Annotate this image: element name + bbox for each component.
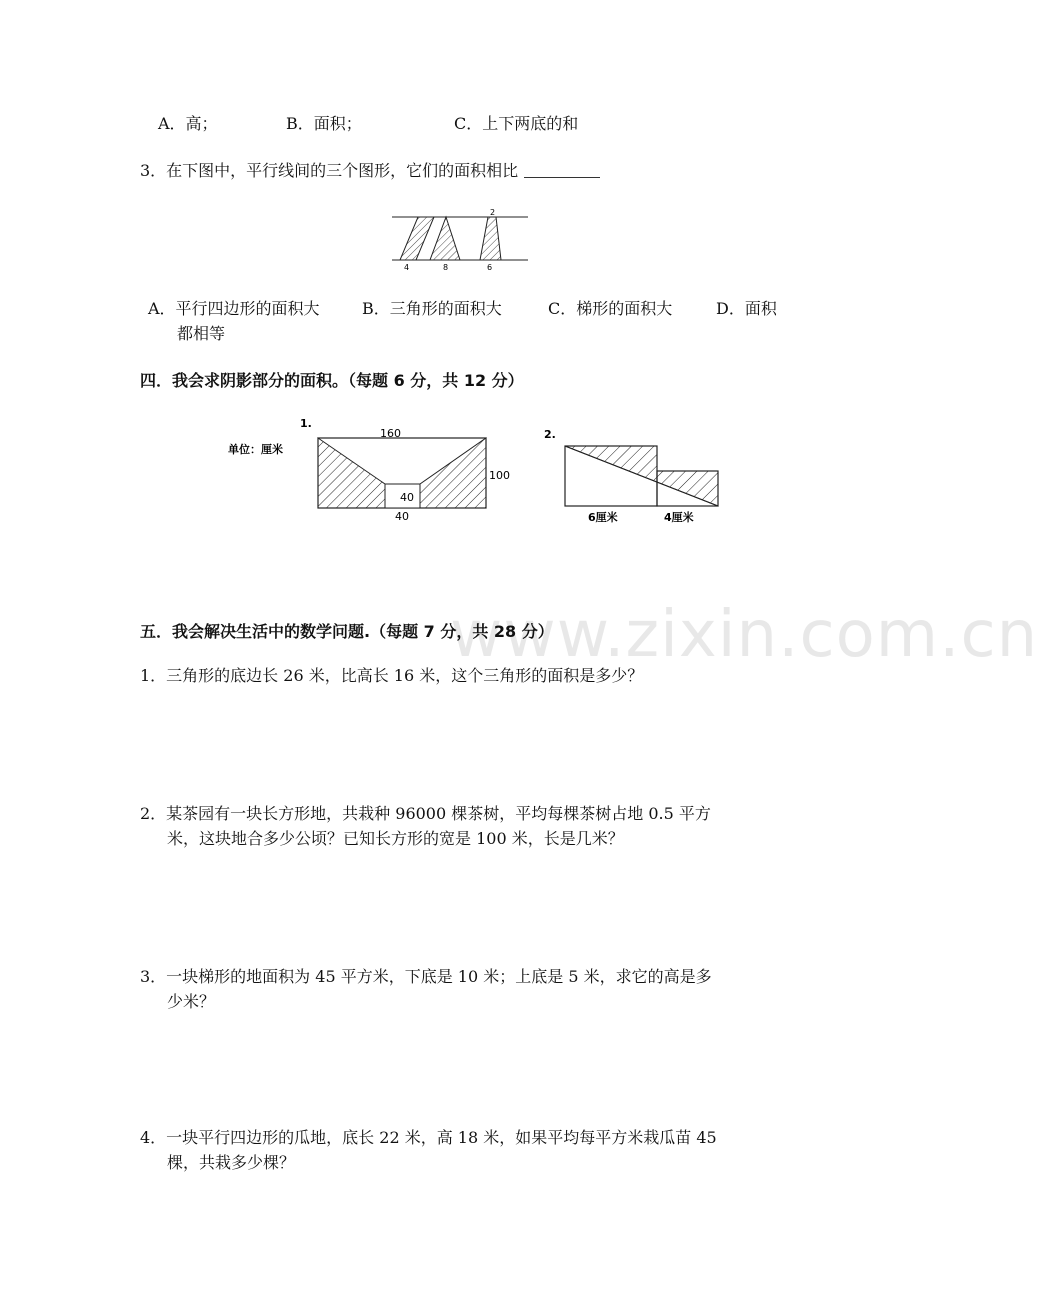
shaded-figure-1 — [220, 416, 520, 526]
q2-option-b: B．面积； — [286, 114, 362, 133]
problem-3-line-1: 3．一块梯形的地面积为 45 平方米，下底是 10 米；上底是 5 米，求它的高是多 — [140, 967, 712, 986]
fig1-number: 1. — [300, 417, 312, 430]
fig2-right-width: 4厘米 — [664, 511, 694, 524]
fig2-left-width: 6厘米 — [588, 511, 618, 524]
problem-4-line-1: 4．一块平行四边形的瓜地，底长 22 米，高 18 米，如果平均每平方米栽瓜苗 45 — [140, 1128, 717, 1147]
problem-4-line-2: 棵，共栽多少棵？ — [167, 1153, 296, 1172]
fig-label-2: 2 — [490, 208, 496, 217]
fig1-unit-label: 单位：厘米 — [228, 443, 283, 456]
section4-title: 四．我会求阴影部分的面积。（每题 6 分，共 12 分） — [140, 371, 524, 390]
q3-text: 3．在下图中，平行线间的三个图形，它们的面积相比 — [140, 161, 519, 180]
q2-option-c: C．上下两底的和 — [454, 114, 579, 133]
fig1-right-label: 100 — [489, 469, 510, 482]
q3-option-c: C．梯形的面积大 — [548, 299, 673, 318]
q2-option-a: A．高； — [158, 114, 218, 133]
q3-option-d: D．面积 — [716, 299, 777, 318]
fig1-inner-label: 40 — [400, 491, 414, 504]
q3-option-b: B．三角形的面积大 — [362, 299, 502, 318]
fig2-number: 2. — [544, 428, 556, 441]
q3-option-a: A．平行四边形的面积大 — [148, 299, 320, 318]
problem-1: 1．三角形的底边长 26 米，比高长 16 米，这个三角形的面积是多少？ — [140, 666, 644, 685]
fig1-bottom-label: 40 — [395, 510, 409, 523]
parallel-lines-figure — [388, 206, 534, 274]
trapezoid-shape — [480, 217, 501, 260]
q3-option-d-continued: 都相等 — [177, 324, 226, 343]
fig-label-4: 4 — [404, 263, 410, 272]
watermark: www.zixin.com.cn — [450, 598, 1038, 672]
parallelogram-shape — [400, 217, 434, 260]
fig-label-8: 8 — [443, 263, 449, 272]
triangle-shape — [430, 217, 460, 260]
section5-title: 五．我会解决生活中的数学问题.（每题 7 分，共 28 分） — [140, 622, 554, 641]
problem-3-line-2: 少米？ — [167, 992, 216, 1011]
problem-2-line-2: 米，这块地合多少公顷？已知长方形的宽是 100 米，长是几米？ — [167, 829, 624, 848]
fig-label-6: 6 — [487, 263, 493, 272]
problem-2-line-1: 2．某茶园有一块长方形地，共栽种 96000 棵茶树，平均每棵茶树占地 0.5 平方 — [140, 804, 711, 823]
q3-question — [140, 159, 600, 183]
shaded-figure-2 — [540, 424, 730, 528]
q3-answer-blank — [524, 161, 600, 178]
fig1-top-label: 160 — [380, 427, 401, 440]
